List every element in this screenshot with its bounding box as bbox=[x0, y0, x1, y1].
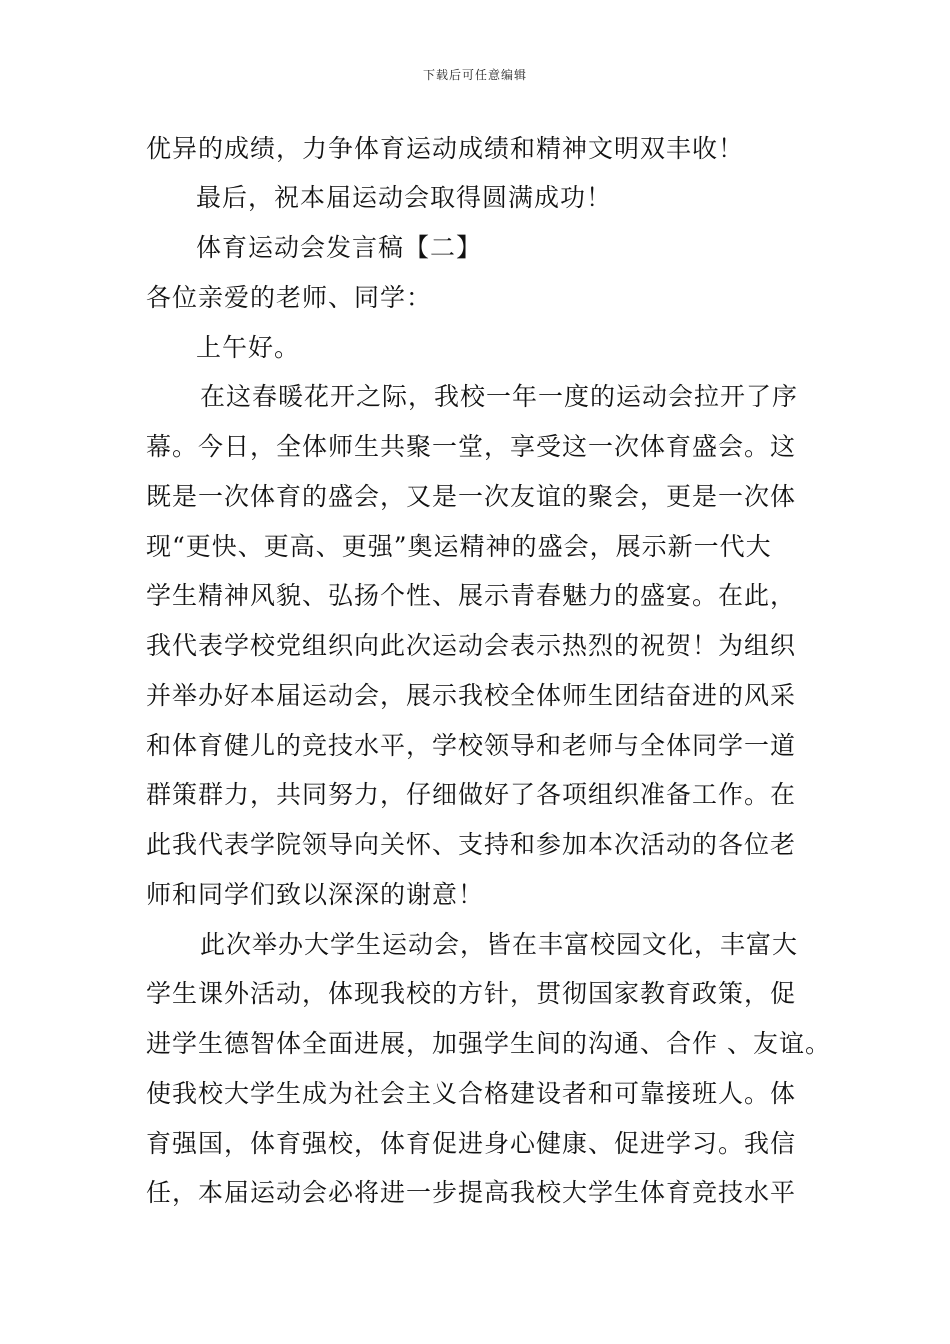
text-line: 并举办好本届运动会，展示我校全体师生团结奋进的风采 bbox=[146, 681, 797, 710]
text-line: 最后，祝本届运动会取得圆满成功！ bbox=[196, 183, 613, 212]
page-header: 下载后可任意编辑 bbox=[422, 68, 527, 82]
text-line: 育强国，体育强校，体育促进身心健康、促进学习。我信 bbox=[146, 1129, 797, 1158]
text-line: 学生课外活动，体现我校的方针，贯彻国家教育政策，促 bbox=[146, 979, 797, 1008]
text-line: 进学生德智体全面进展，加强学生间的沟通、合作 、友谊。 bbox=[146, 1029, 831, 1058]
text-line: 此我代表学院领导向关怀、支持和参加本次活动的各位老 bbox=[146, 830, 797, 859]
text-line: 既是一次体育的盛会，又是一次友谊的聚会，更是一次体 bbox=[146, 482, 797, 511]
text-line: 优异的成绩，力争体育运动成绩和精神文明双丰收！ bbox=[146, 134, 745, 163]
text-line: 幕。今日，全体师生共聚一堂，享受这一次体育盛会。这 bbox=[146, 432, 797, 461]
salutation: 各位亲爱的老师、同学： bbox=[146, 283, 433, 312]
text-line: 在这春暖花开之际，我校一年一度的运动会拉开了序 bbox=[200, 382, 799, 411]
text-line: 和体育健儿的竞技水平，学校领导和老师与全体同学一道 bbox=[146, 731, 797, 760]
text-line: 现“更快、更高、更强”奥运精神的盛会，展示新一代大 bbox=[146, 532, 772, 561]
greeting: 上午好。 bbox=[196, 333, 301, 362]
text-line: 群策群力，共同努力，仔细做好了各项组织准备工作。在 bbox=[146, 780, 797, 809]
section-heading: 体育运动会发言稿【二】 bbox=[196, 233, 483, 262]
text-line: 师和同学们致以深深的谢意！ bbox=[146, 880, 485, 909]
text-line: 任，本届运动会必将进一步提高我校大学生体育竞技水平 bbox=[146, 1178, 797, 1207]
text-line: 此次举办大学生运动会，皆在丰富校园文化，丰富大 bbox=[200, 930, 799, 959]
text-line: 学生精神风貌、弘扬个性、展示青春魅力的盛宴。在此， bbox=[146, 581, 797, 610]
text-line: 我代表学校党组织向此次运动会表示热烈的祝贺！为组织 bbox=[146, 631, 797, 660]
text-line: 使我校大学生成为社会主义合格建设者和可靠接班人。体 bbox=[146, 1079, 797, 1108]
